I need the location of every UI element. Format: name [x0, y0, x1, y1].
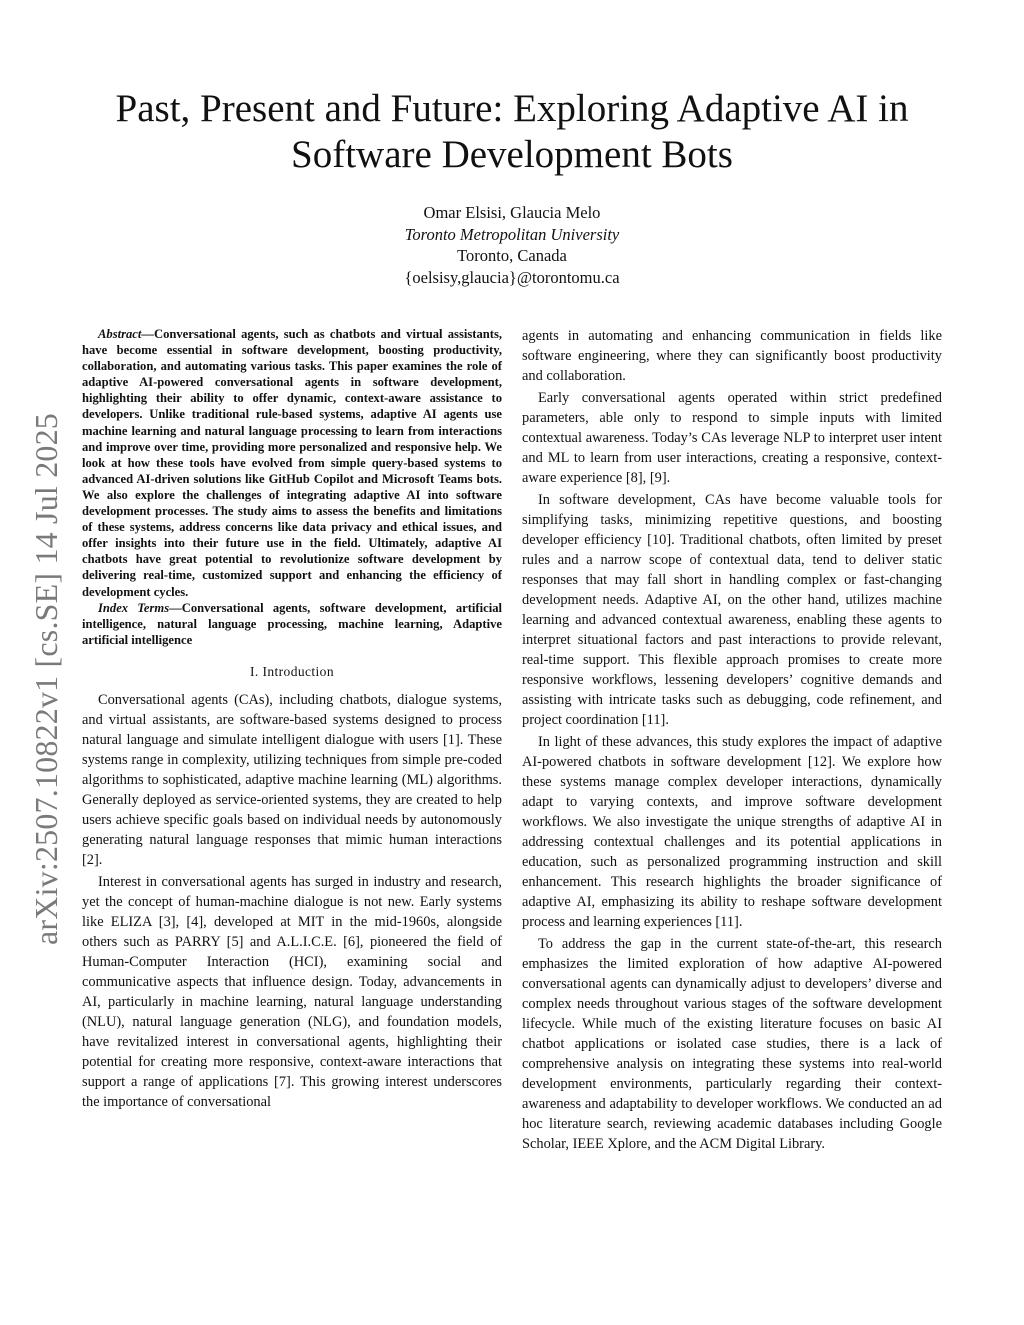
intro-paragraph-4: In software development, CAs have become valuable tools for simplifying tasks, minimizing repetitive questions, and boosting developer efficiency [10]. Traditional chatbots, often limited by preset rules and a narrow scope of contextual data, tend to deliver static responses that may fall short in handling complex or fast-changing development needs. Adaptive AI, on the other hand, utilizes machine learning and advanced contextual awareness, enabling these agents to interpret situational factors and past interactions to provide relevant, real-time support. This flexible approach promises to create more responsive workflows, lessening developers’ cognitive demands and assisting with intricate tasks such as debugging, code refinement, and project coordination [11]. [522, 492, 942, 728]
intro-paragraph-5: In light of these advances, this study explores the impact of adaptive AI-powered chatbots in software development [12]. We explore how these systems manage complex developer interactions, dynamically adapt to varying contexts, and improve software development workflows. We also investigate the unique strengths of adaptive AI in addressing contextual challenges and its potential applications in education, such as personalized programming instruction and skill enhancement. This research highlights the broader significance of adaptive AI, emphasizing its ability to reshape software development process and learning experiences [11]. [522, 734, 942, 930]
abstract-label: Abstract— [98, 327, 154, 341]
abstract [82, 326, 502, 600]
index-terms [82, 600, 502, 648]
author-affiliation: Toronto Metropolitan University [404, 224, 620, 244]
intro-paragraph-1: Conversational agents (CAs), including chatbots, dialogue systems, and virtual assistants, are software-based systems designed to process natural language and simulate intelligent dialogue with users [1]. These systems range in complexity, utilizing techniques from simple pre-coded algorithms to sophisticated, adaptive machine learning (ML) algorithms. Generally deployed as service-oriented systems, they are created to help users achieve specific goals based on individual needs by autonomously generating natural language responses that mimic human interactions [2]. [82, 691, 502, 868]
index-terms-label: Index Terms [98, 600, 170, 615]
abstract-text: Conversational agents, such as chatbots and virtual assistants, have become essential in software development, boosting productivity, collaboration, and automating various tasks. This paper examines the role of adaptive AI-powered conversational agents in software development, highlighting their ability to offer dynamic, context-aware assistance to developers. Unlike traditional rule-based systems, adaptive AI agents use machine learning and natural language processing to learn from interactions and improve over time, providing more personalized and responsive help. We look at how these tools have evolved from simple query-based systems to advanced AI-driven solutions like GitHub Copilot and Microsoft Teams bots. We also explore the challenges of integrating adaptive AI into software development processes. The study aims to assess the benefits and limitations of these systems, address concerns like data privacy and ethical issues, and offer insights into their future use in the field. Ultimately, adaptive AI chatbots have great potential to revolutionize software development by delivering real-time, customized support and enhancing the efficiency of development cycles. [82, 327, 502, 599]
section-heading-introduction: I. Introduction [250, 663, 334, 679]
index-terms-text: —Conversational agents, software development, artificial intelligence, natural language processing, machine learning, Adaptive artificial intelligence [82, 600, 502, 647]
author-email: {oelsisy,glaucia}@torontomu.ca [404, 267, 620, 287]
arxiv-identifier: arXiv:2507.10822v1 [cs.SE] 14 Jul 2025 [28, 412, 64, 945]
right-column [522, 326, 942, 1156]
left-column [82, 326, 502, 1114]
intro-paragraph-continued: agents in automating and enhancing communication in fields like software engineering, where they can significantly boost productivity and collaboration. [522, 328, 942, 384]
intro-paragraph-6: To address the gap in the current state-of-the-art, this research emphasizes the limited exploration of how adaptive AI-powered conversational agents can dynamically adjust to developers’ diverse and complex needs throughout various stages of the software development lifecycle. While much of the existing literature focuses on basic AI chatbot applications or isolated case studies, there is a lack of comprehensive analysis on integrating these systems into real-world development environments, particularly regarding their context-awareness and adaptability to developer workflows. We conducted an ad hoc literature search, reviewing academic databases including Google Scholar, IEEE Xplore, and the ACM Digital Library. [522, 936, 942, 1152]
intro-paragraph-2: Interest in conversational agents has surged in industry and research, yet the concept of human-machine dialogue is not new. Early systems like ELIZA [3], [4], developed at MIT in the mid-1960s, alongside others such as PARRY [5] and A.L.I.C.E. [6], pioneered the field of Human-Computer Interaction (HCI), examining social and communicative aspects that influence design. Today, advancements in AI, particularly in machine learning, natural language understanding (NLU), natural language generation (NLG), and foundation models, have revitalized interest in conversational agents, highlighting their potential for creating more responsive, context-aware interactions that support a range of applications [7]. This growing interest underscores the importance of conversational [82, 873, 502, 1110]
intro-paragraph-3: Early conversational agents operated within strict predefined parameters, able only to respond to simple inputs with limited contextual awareness. Today’s CAs leverage NLP to interpret user intent and ML to learn from user interactions, creating a responsive, context-aware experience [8], [9]. [522, 390, 942, 486]
author-location: Toronto, Canada [457, 246, 567, 265]
author-names: Omar Elsisi, Glaucia Melo [423, 203, 601, 222]
author-block [260, 202, 764, 288]
paper-title: Past, Present and Future: Exploring Adaptive AI in Software Development Bots [115, 87, 909, 176]
